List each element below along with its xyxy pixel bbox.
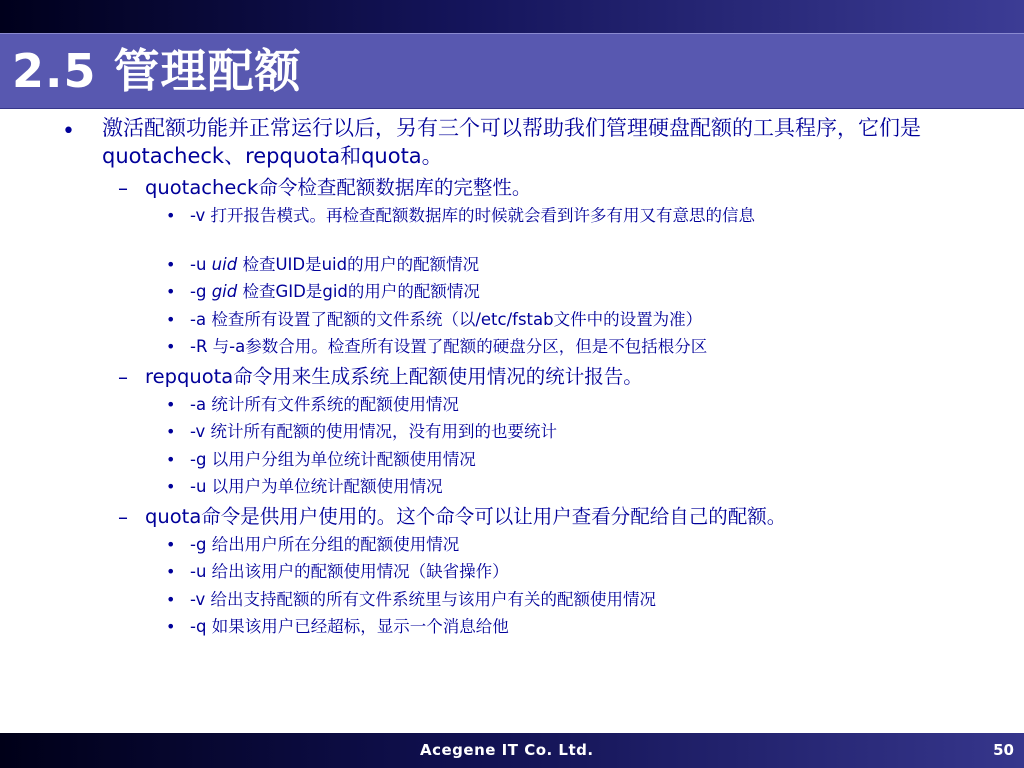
quota-option-v	[190, 588, 960, 612]
bullet-icon: •	[166, 395, 176, 414]
footer-company: Acegene IT Co. Ltd.	[420, 741, 594, 759]
bullet-icon: •	[62, 119, 75, 144]
option-flag: -g	[190, 450, 207, 469]
bullet-icon: •	[166, 562, 176, 581]
bullet-icon: •	[166, 450, 176, 469]
option-description: 与-a参数合用。检查所有设置了配额的硬盘分区，但是不包括根分区	[212, 337, 708, 356]
bullet-icon: •	[166, 310, 176, 329]
dash-icon: –	[118, 365, 128, 389]
option-flag: -g	[190, 535, 207, 554]
quotacheck-option-u	[190, 253, 960, 277]
footer-bar	[0, 733, 1024, 768]
slide-content	[0, 112, 1024, 727]
bullet-icon: •	[166, 422, 176, 441]
page-number: 50	[993, 741, 1014, 759]
intro-text: 激活配额功能并正常运行以后，另有三个可以帮助我们管理硬盘配额的工具程序，它们是quotacheck、repquota和quota。	[102, 116, 921, 168]
quota-option-q	[190, 615, 960, 639]
dash-icon: –	[118, 505, 128, 529]
repquota-option-g	[190, 448, 960, 472]
bullet-icon: •	[166, 590, 176, 609]
quotacheck-heading: quotacheck命令检查配额数据库的完整性。	[145, 176, 532, 199]
bullet-icon: •	[166, 282, 176, 301]
repquota-heading: repquota命令用来生成系统上配额使用情况的统计报告。	[145, 365, 643, 388]
quotacheck-option-a	[190, 308, 960, 332]
option-description: 打开报告模式。再检查配额数据库的时候就会看到许多有用又有意思的信息	[210, 206, 756, 225]
option-flag: -g	[190, 282, 207, 301]
option-flag: -u	[190, 255, 207, 274]
bullet-icon: •	[166, 535, 176, 554]
bullet-icon: •	[166, 206, 176, 225]
option-flag: -v	[190, 206, 206, 225]
quotacheck-option-R	[190, 335, 960, 359]
quota-option-u	[190, 560, 960, 584]
option-argument: uid	[211, 255, 238, 274]
option-flag: -v	[190, 422, 206, 441]
title-bar	[0, 33, 1024, 109]
quota-heading: quota命令是供用户使用的。这个命令可以让用户查看分配给自己的配额。	[145, 505, 787, 528]
quota-option-g	[190, 533, 960, 557]
option-description: 统计所有配额的使用情况，没有用到的也要统计	[210, 422, 558, 441]
bullet-icon: •	[166, 477, 176, 496]
option-description: 以用户分组为单位统计配额使用情况	[211, 450, 476, 469]
bullet-icon: •	[166, 337, 176, 356]
option-description: 给出用户所在分组的配额使用情况	[211, 535, 460, 554]
slide-title: 2.5 管理配额	[12, 44, 302, 98]
repquota-option-a	[190, 393, 960, 417]
top-band	[0, 0, 1024, 33]
option-description: 以用户为单位统计配额使用情况	[211, 477, 443, 496]
option-description: 给出支持配额的所有文件系统里与该用户有关的配额使用情况	[210, 590, 657, 609]
option-description: 给出该用户的配额使用情况（缺省操作）	[211, 562, 509, 581]
option-description: 统计所有文件系统的配额使用情况	[211, 395, 459, 414]
option-description: 检查所有设置了配额的文件系统（以/etc/fstab文件中的设置为准）	[211, 310, 703, 329]
option-flag: -v	[190, 590, 206, 609]
repquota-option-u	[190, 475, 960, 499]
option-flag: -q	[190, 617, 207, 636]
quotacheck-option-v	[190, 204, 960, 228]
bullet-icon: •	[166, 617, 176, 636]
bullet-icon: •	[166, 255, 176, 274]
option-flag: -u	[190, 477, 207, 496]
option-flag: -R	[190, 337, 208, 356]
option-argument: gid	[211, 282, 238, 301]
option-description: 检查UID是uid的用户的配额情况	[242, 255, 480, 274]
option-flag: -a	[190, 395, 207, 414]
repquota-option-v	[190, 420, 960, 444]
option-flag: -a	[190, 310, 207, 329]
option-description: 如果该用户已经超标，显示一个消息给他	[211, 617, 509, 636]
option-flag: -u	[190, 562, 207, 581]
quotacheck-option-g	[190, 280, 960, 304]
dash-icon: –	[118, 176, 128, 200]
option-description: 检查GID是gid的用户的配额情况	[242, 282, 480, 301]
